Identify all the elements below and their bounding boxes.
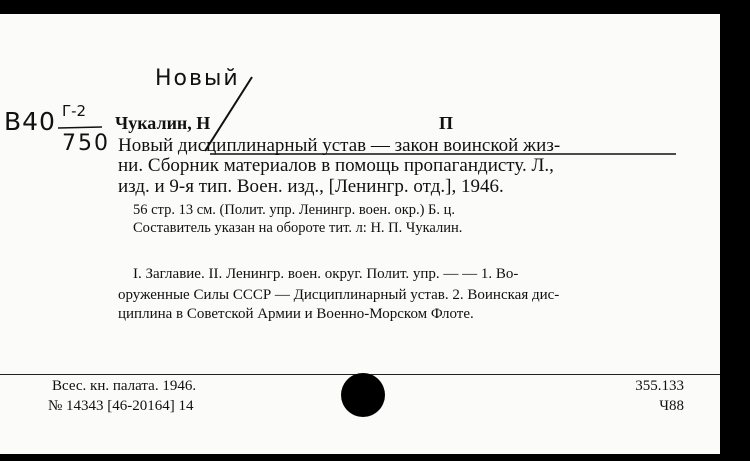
handwritten-number: 750	[62, 131, 110, 156]
author-heading: Чукалин, Н	[115, 113, 211, 133]
publisher-note: Всес. кн. палата. 1946.	[52, 378, 197, 394]
code-underline	[58, 127, 102, 128]
compiler-note: Составитель указан на обороте тит. л: Н. П. Чукалин.	[133, 220, 463, 236]
subject-tracing: циплина в Советской Армии и Военно-Морском Флоте.	[118, 306, 474, 322]
handwritten-shelf-code: В40	[4, 107, 56, 136]
subject-tracing: I. Заглавие. II. Ленингр. воен. округ. Полит. упр. — — 1. Во-	[133, 266, 519, 282]
handwritten-correction: Новый	[155, 66, 240, 91]
author-initial: П	[439, 113, 454, 133]
title-line: ни. Сборник материалов в помощь пропагандисту. Л.,	[118, 155, 554, 176]
handwritten-marks	[0, 14, 720, 454]
handwritten-shelf-superscript: Г-2	[62, 102, 87, 120]
physical-description: 56 стр. 13 см. (Полит. упр. Ленингр. воен. окр.) Б. ц.	[133, 202, 456, 218]
subject-tracing: оруженные Силы СССР — Дисциплинарный устав. 2. Воинская дис-	[118, 287, 560, 303]
title-line: Новый дисциплинарный устав — закон воинской жиз-	[118, 135, 561, 156]
classification-number: 355.133	[635, 378, 684, 394]
catalog-card	[0, 14, 720, 454]
strike-slash	[205, 77, 252, 151]
author-mark: Ч88	[659, 398, 684, 414]
registration-number: № 14343 [46-20164] 14	[48, 398, 194, 414]
title-line: изд. и 9-я тип. Воен. изд., [Ленингр. отд.], 1946.	[118, 176, 504, 197]
